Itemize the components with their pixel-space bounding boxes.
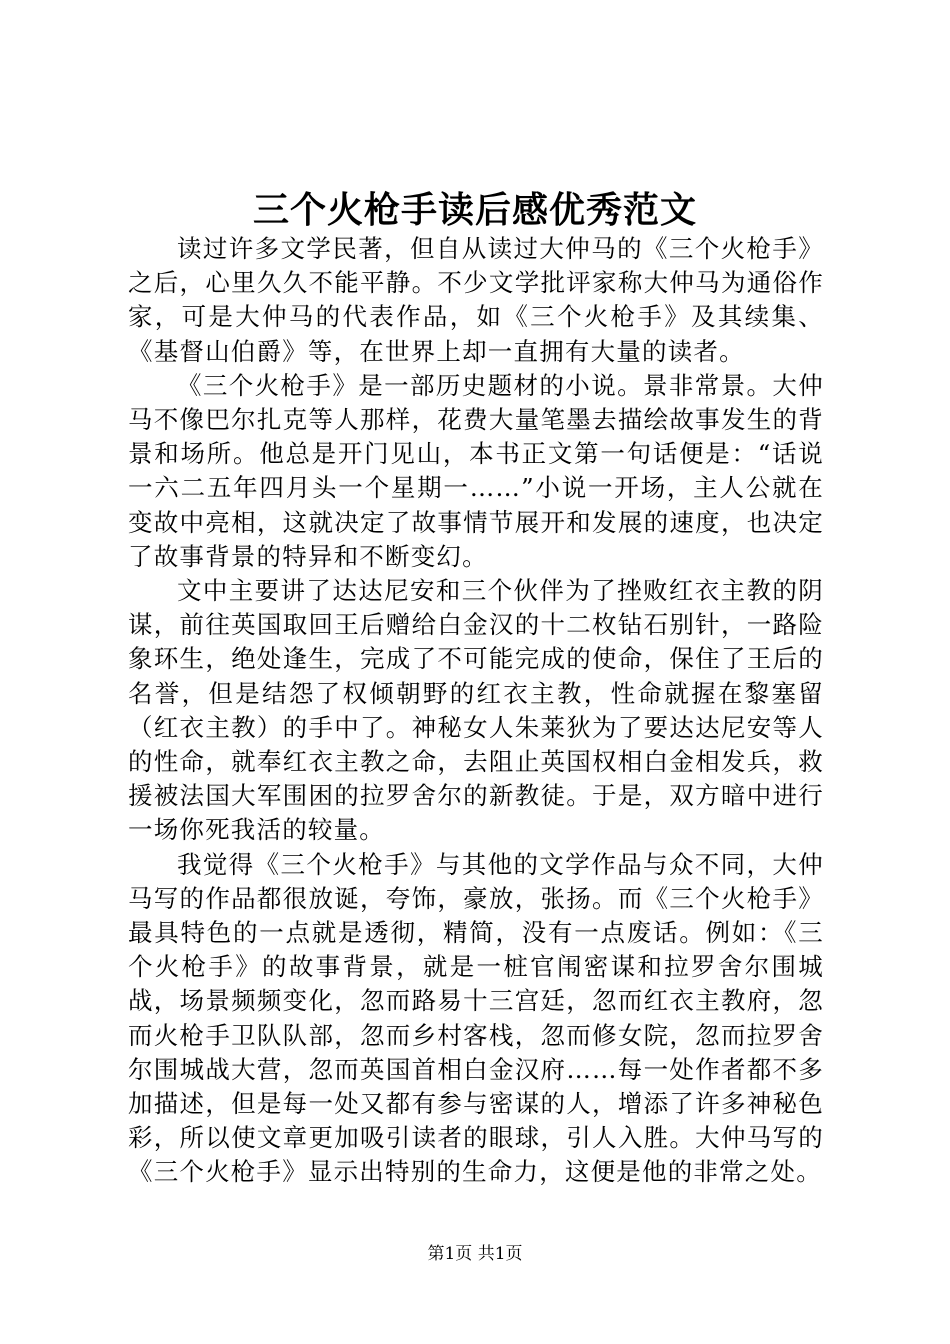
paragraph-4: 我觉得《三个火枪手》与其他的文学作品与众不同，大仲马写的作品都很放诞，夸饰，豪放，张扬。而《三个火枪手》最具特色的一点就是透彻，精简，没有一点废话。例如：《三个火枪手》的故事背景，就是一桩官闱密谋和拉罗舍尔围城战，场景频频变化，忽而路易十三宫廷，忽而红衣主教府，忽而火枪手卫队队部，忽而乡村客栈，忽而修女院，忽而拉罗舍尔围城战大营，忽而英国首相白金汉府……每一处作者都不多加描述，但是每一处又都有参与密谋的人，增添了许多神秘色彩，所以使文章更加吸引读者的眼球，引人入胜。大仲马写的《三个火枪手》显示出特别的生命力，这便是他的非常之处。 (128, 849, 824, 1187)
paragraph-3: 文中主要讲了达达尼安和三个伙伴为了挫败红衣主教的阴谋，前往英国取回王后赠给白金汉的十二枚钻石别针，一路险象环生，绝处逢生，完成了不可能完成的使命，保住了王后的名誉，但是结怨了权倾朝野的红衣主教，性命就握在黎塞留（红衣主教）的手中了。神秘女人朱莱狄为了要达达尼安等人的性命，就奉红衣主教之命，去阻止英国权相白金相发兵，救援被法国大军围困的拉罗舍尔的新教徒。于是，双方暗中进行一场你死我活的较量。 (128, 576, 824, 845)
document-body (128, 232, 824, 1190)
page-footer: 第1页 共1页 (427, 1244, 523, 1264)
paragraph-1: 读过许多文学民著，但自从读过大仲马的《三个火枪手》之后，心里久久不能平静。不少文学批评家称大仲马为通俗作家，可是大仲马的代表作品，如《三个火枪手》及其续集、《基督山伯爵》等，在世界上却一直拥有大量的读者。 (128, 234, 824, 366)
paragraph-2: 《三个火枪手》是一部历史题材的小说。景非常景。大仲马不像巴尔扎克等人那样，花费大量笔墨去描绘故事发生的背景和场所。他总是开门见山，本书正文第一句话便是：“话说一六二五年四月头一个星期一……”小说一开场，主人公就在变故中亮相，这就决定了故事情节展开和发展的速度，也决定了故事背景的特异和不断变幻。 (128, 370, 824, 571)
document-title: 三个火枪手读后感优秀范文 (252, 189, 697, 231)
